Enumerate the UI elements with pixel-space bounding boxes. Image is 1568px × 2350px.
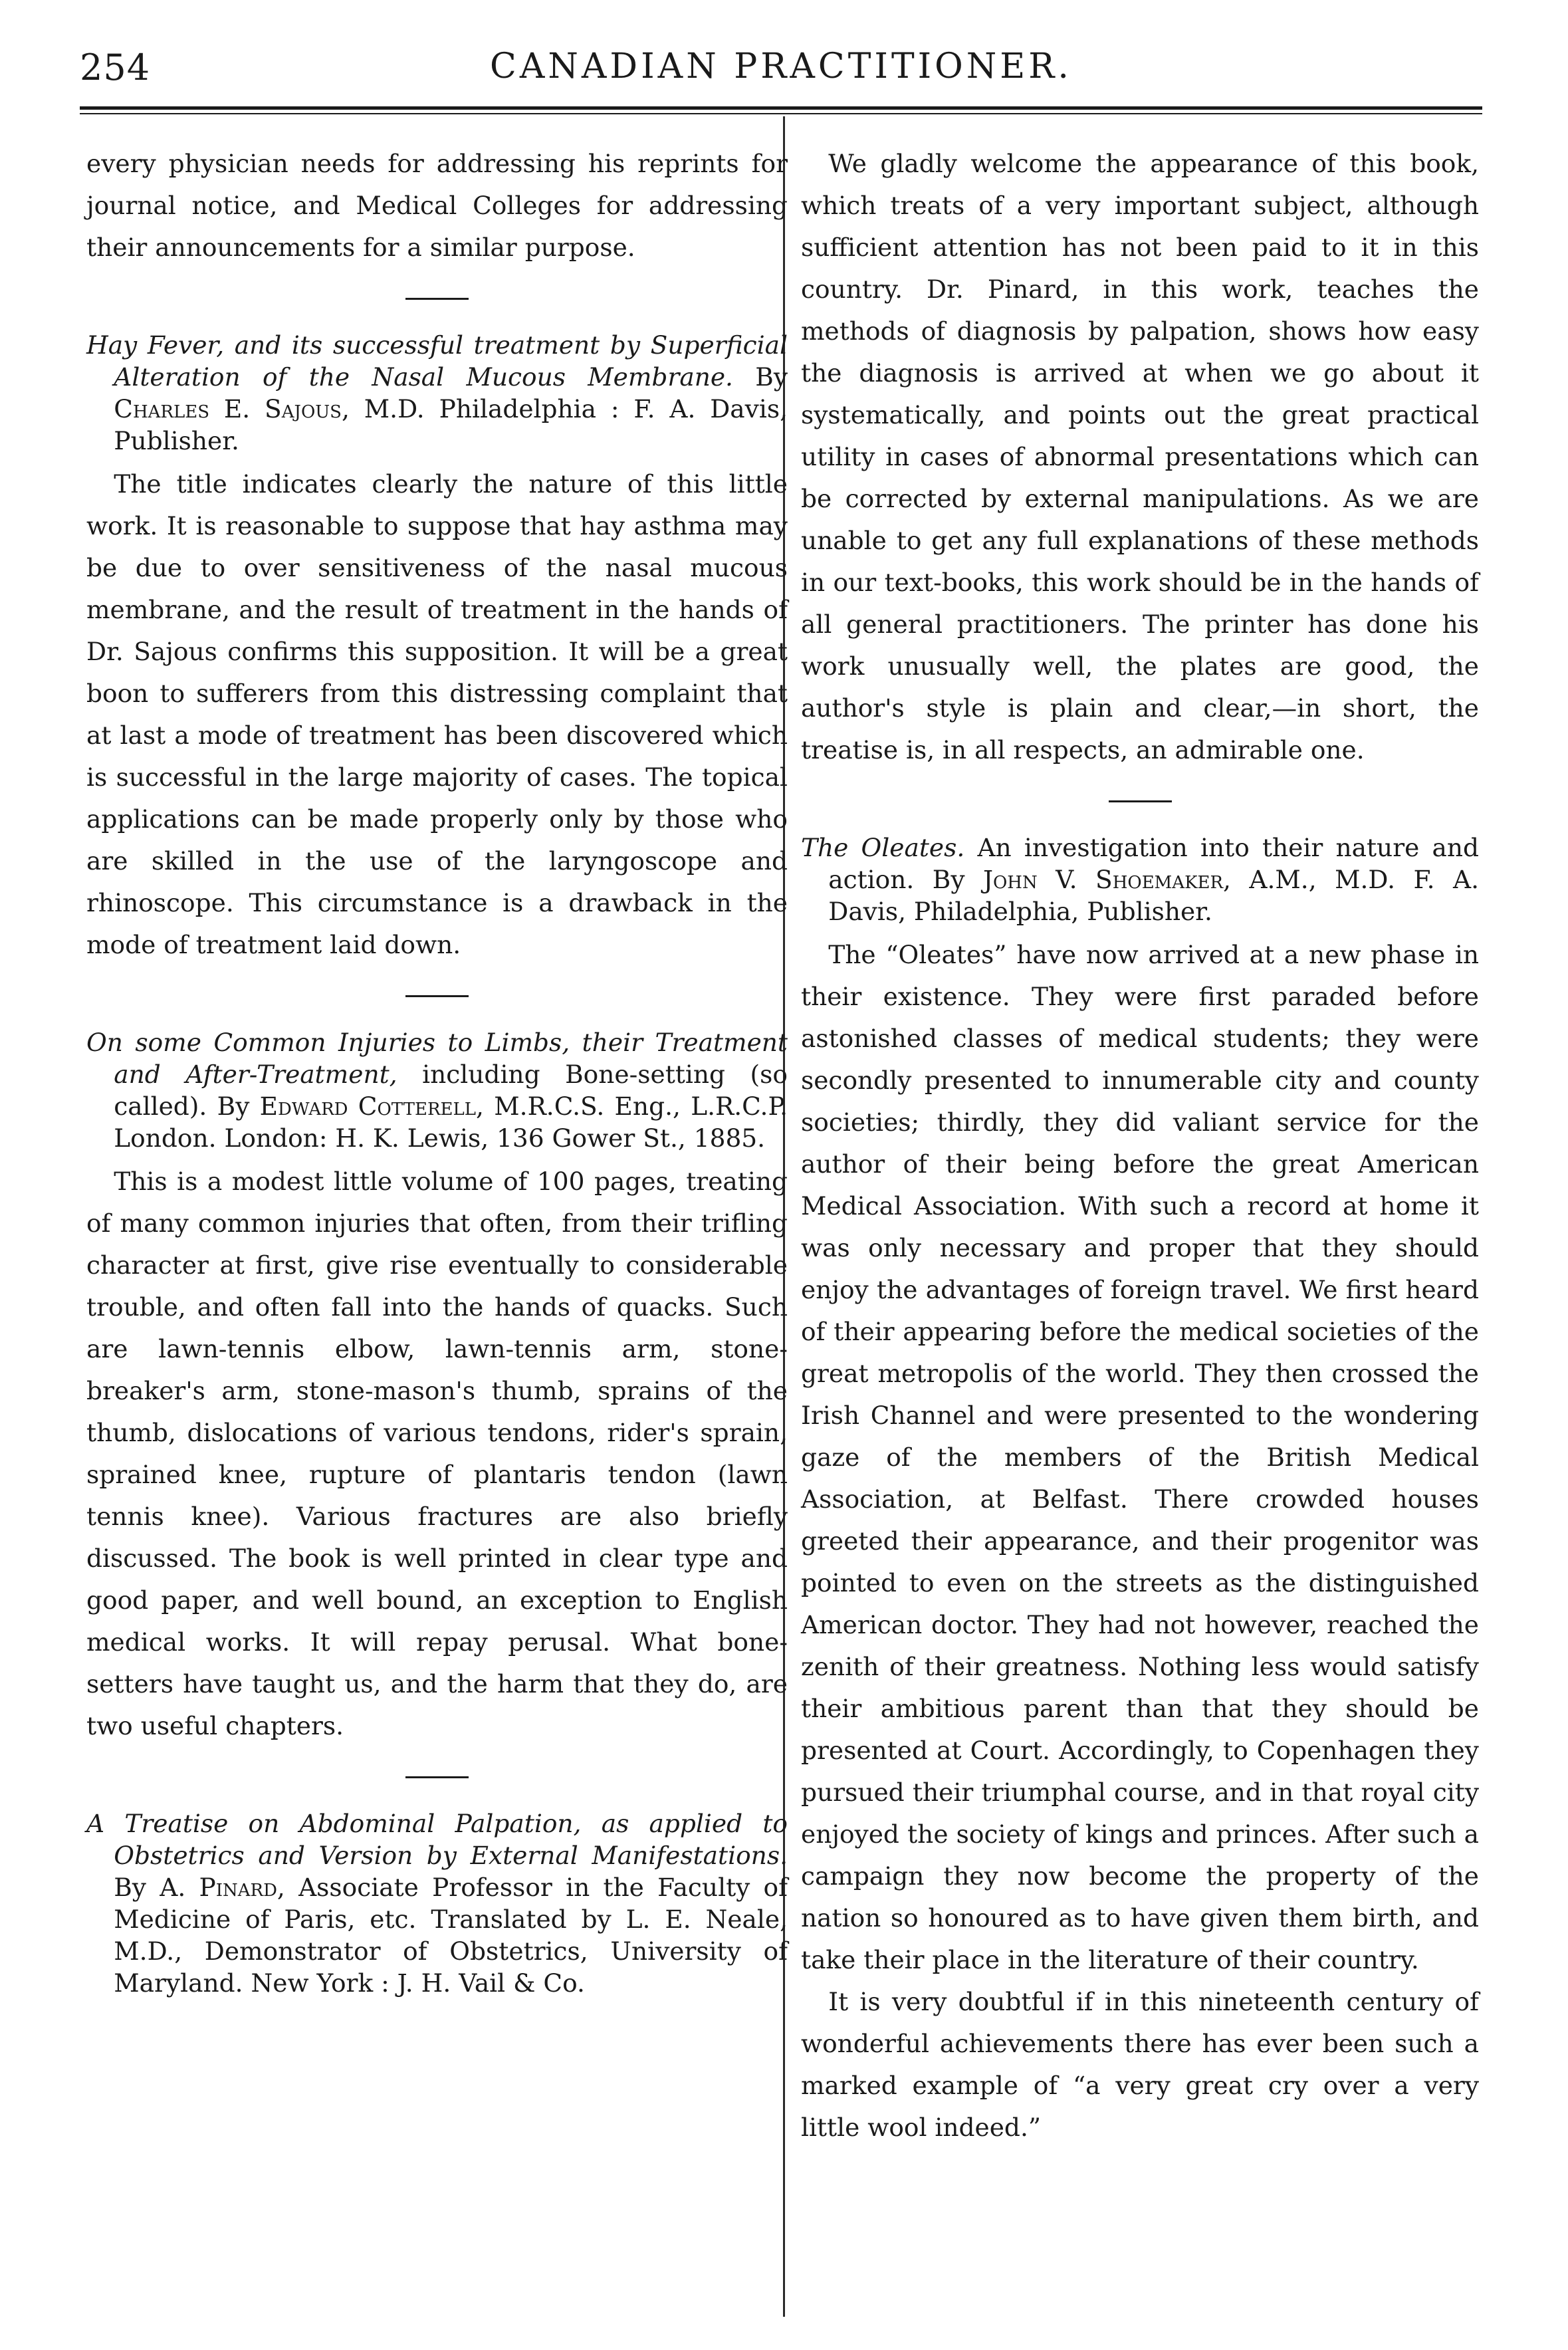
review-citation-hay-fever bbox=[86, 329, 788, 457]
section-separator bbox=[405, 995, 469, 997]
review-body-hay-fever: The title indicates clearly the nature of this little work. It is reasonable to suppose that hay asthma may be due to over sensitiveness of the nasal mucous membrane, and the result of treatment in the hands of Dr. Sajous confirms this supposition. It will be a great boon to sufferers from this distressing complaint that at last a mode of treatment has been discovered which is successful in the large majority of cases. The topical applications can be made properly only by those who are skilled in the use of the laryngoscope and rhinoscope. This circumstance is a drawback in the mode of treatment laid down. bbox=[86, 469, 788, 959]
section-separator bbox=[405, 298, 469, 300]
review-by: By bbox=[932, 865, 965, 894]
review-author: John V. Shoemaker, A.M., bbox=[982, 865, 1317, 894]
running-title: CANADIAN PRACTITIONER. bbox=[490, 47, 1072, 86]
section-separator bbox=[1109, 800, 1172, 802]
review-body-injuries: This is a modest little volume of 100 pages, treating of many common injuries that often, from their trifling character at first, give rise eventually to considerable trouble, and often fall into the hands of quacks. Such are lawn-tennis elbow, lawn-tennis arm, stone-breaker's arm, stone-mason's thumb, sprains of the thumb, dislocations of various tendons, rider's sprain, sprained knee, rupture of plantaris tendon (lawn tennis knee). Various fractures are also briefly discussed. The book is well printed in clear type and good paper, and well bound, an exception to English medical works. It will repay perusal. What bone-setters have taught us, and the harm that they do, are two useful chapters. bbox=[86, 1167, 788, 1740]
continuation-paragraph: every physician needs for addressing his reprints for journal notice, and Medical Colleges for addressing their announcements for a similar purpose. bbox=[86, 149, 788, 262]
review-author: A. Pinard, bbox=[160, 1873, 285, 1902]
review-subtitle: An investigation into their nature and action. bbox=[828, 833, 1480, 894]
review-title: On some Common Injuries to Limbs, their Treatment and After-Treatment, bbox=[86, 1028, 788, 1089]
page-number: 254 bbox=[80, 47, 151, 88]
header-rule-thin bbox=[80, 113, 1482, 114]
review-citation-palpation bbox=[86, 1808, 788, 1999]
review-publisher: Associate Professor in the Faculty of Medicine of Paris, etc. Translated by L. E. Neale, M.D., Demonstrator of Obstetrics, University of Maryland. New York : J. H. Vail & Co. bbox=[114, 1873, 788, 1998]
review-by: By bbox=[217, 1092, 250, 1121]
review-body-oleates: The “Oleates” have now arrived at a new phase in their existence. They were first paraded before astonished classes of medical students; they were secondly presented to innumerable city and county societies; thirdly, they did valiant service for the author of their being before the great American Medical Association. With such a record at home it was only necessary and proper that they should enjoy the advantages of foreign travel. We first heard of their appearing before the medical societies of the great metropolis of the world. They then crossed the Irish Channel and were presented to the wondering gaze of the members of the British Medical Association, at Belfast. There crowded houses greeted their appearance, and their progenitor was pointed to even on the streets as the distinguished American doctor. They had not however, reached the zenith of their greatness. Nothing less would satisfy their ambitious parent than that they should be presented at Court. Accordingly, to Copenhagen they pursued their triumphal course, and in that royal city enjoyed the society of kings and princes. After such a campaign they now become the property of the nation so honoured as to have given them birth, and take their place in the literature of their country. bbox=[801, 940, 1479, 1974]
review-body-oleates-conclusion: It is very doubtful if in this nineteenth century of wonderful achievements there has ever been such a marked example of “a very great cry over a very little wool indeed.” bbox=[801, 1987, 1479, 2142]
review-body-palpation: We gladly welcome the appearance of this book, which treats of a very important subject, although sufficient attention has not been paid to it in this country. Dr. Pinard, in this work, teaches the methods of diagnosis by palpation, shows how easy the diagnosis is arrived at when we go about it systematically, and points out the great practical utility in cases of abnormal presentations which can be corrected by external manipulations. As we are unable to get any full explanations of these methods in our text-books, this work should be in the hands of all general practitioners. The printer has done his work unusually well, the plates are good, the author's style is plain and clear,—in short, the treatise is, in all respects, an admirable one. bbox=[801, 149, 1479, 764]
review-publisher: M.R.C.S. Eng., L.R.C.P. London. London: H. K. Lewis, 136 Gower St., 1885. bbox=[114, 1092, 788, 1153]
review-by: By bbox=[114, 1873, 146, 1902]
review-title: The Oleates. bbox=[801, 833, 965, 862]
review-title: Hay Fever, and its successful treatment by Superficial Alteration of the Nasal Mucous Membrane. bbox=[86, 330, 788, 392]
header-rule-thick bbox=[80, 106, 1482, 110]
section-separator bbox=[405, 1776, 469, 1778]
review-citation-injuries bbox=[86, 1026, 788, 1154]
review-citation-oleates bbox=[801, 832, 1479, 927]
left-column bbox=[86, 143, 788, 2006]
review-by: By bbox=[755, 362, 788, 392]
review-author: Edward Cotterell, bbox=[259, 1092, 484, 1121]
right-column bbox=[801, 143, 1479, 2149]
review-title: A Treatise on Abdominal Palpation, as applied to Obstetrics and Version by External Manifestations. bbox=[86, 1809, 788, 1870]
review-publisher: M.D. F. A. Davis, Philadelphia, Publisher. bbox=[828, 865, 1480, 926]
page-header bbox=[80, 40, 1482, 100]
review-publisher: Philadelphia : F. A. Davis, Publisher. bbox=[114, 394, 788, 455]
review-subtitle: including Bone-setting (so called). bbox=[114, 1060, 788, 1121]
review-author: Charles E. Sajous, M.D. bbox=[114, 394, 425, 423]
